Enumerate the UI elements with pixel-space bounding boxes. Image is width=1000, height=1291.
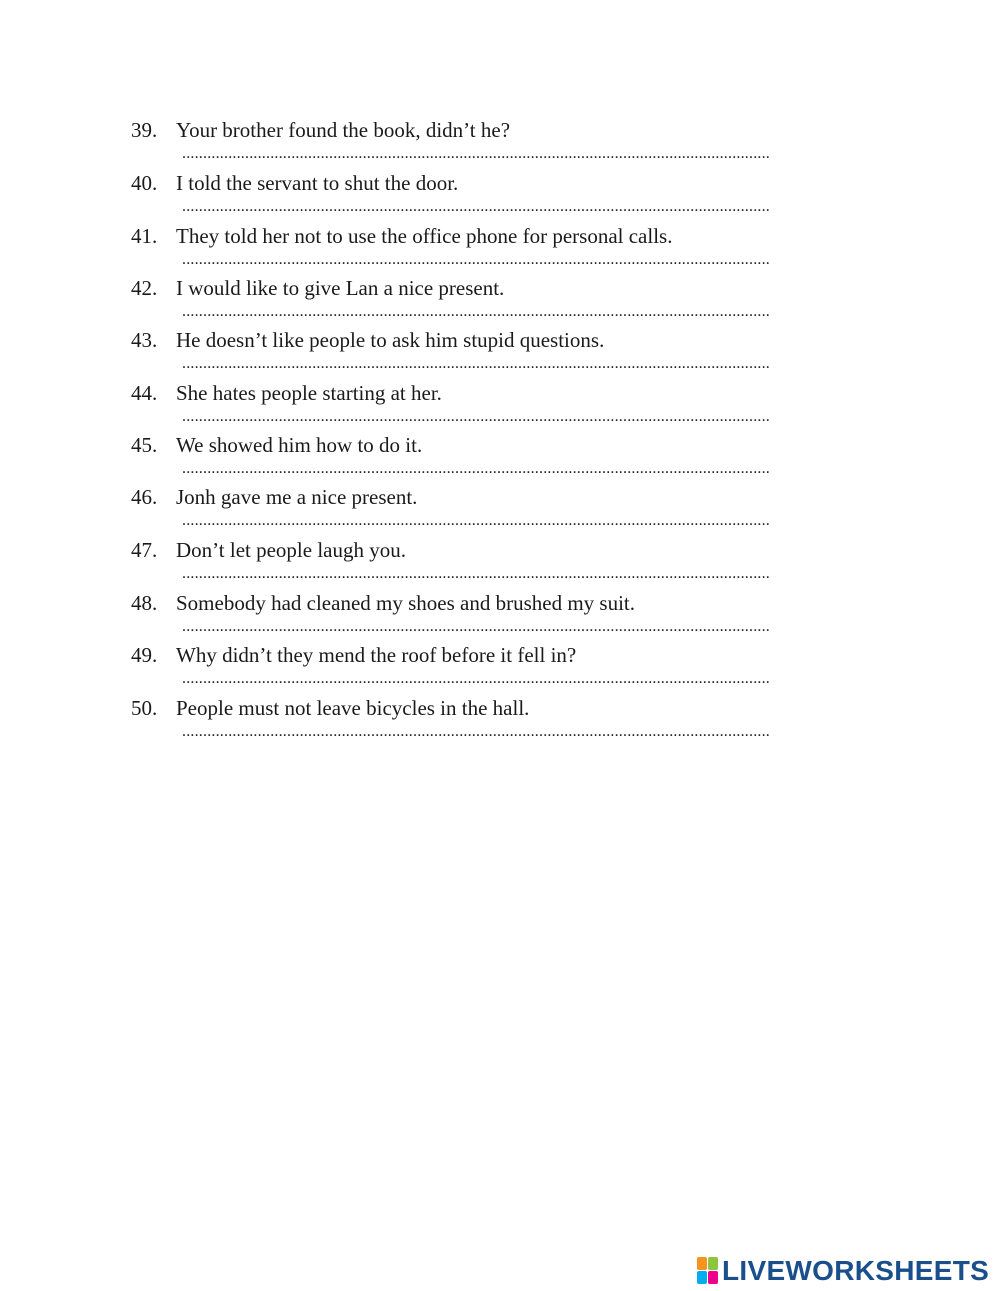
question-number: 50. bbox=[131, 696, 158, 720]
question-text: Don’t let people laugh you. bbox=[176, 538, 406, 562]
question-item bbox=[131, 695, 811, 747]
answer-line[interactable]: ............................................................................................................................................ bbox=[182, 303, 770, 320]
question-number: 46. bbox=[131, 485, 158, 509]
question-text: She hates people starting at her. bbox=[176, 381, 442, 405]
answer-line[interactable]: ............................................................................................................................................ bbox=[182, 618, 770, 635]
answer-line[interactable]: ............................................................................................................................................ bbox=[182, 198, 770, 215]
question-item bbox=[131, 117, 811, 169]
logo-block bbox=[697, 1271, 707, 1284]
liveworksheets-mark-icon bbox=[697, 1257, 719, 1285]
question-number: 48. bbox=[131, 591, 158, 615]
question-text: He doesn’t like people to ask him stupid questions. bbox=[176, 328, 605, 352]
question-item bbox=[131, 170, 811, 222]
question-item bbox=[131, 275, 811, 327]
question-item bbox=[131, 223, 811, 275]
question-number: 43. bbox=[131, 328, 158, 352]
logo-block bbox=[708, 1257, 718, 1270]
answer-line[interactable]: ............................................................................................................................................ bbox=[182, 355, 770, 372]
logo-block bbox=[697, 1257, 707, 1270]
question-number: 44. bbox=[131, 381, 158, 405]
answer-line[interactable]: ............................................................................................................................................ bbox=[182, 251, 770, 268]
question-text: We showed him how to do it. bbox=[176, 433, 423, 457]
answer-line[interactable]: ............................................................................................................................................ bbox=[182, 145, 770, 162]
answer-line[interactable]: ............................................................................................................................................ bbox=[182, 408, 770, 425]
question-number: 49. bbox=[131, 643, 158, 667]
question-item bbox=[131, 327, 811, 379]
answer-line[interactable]: ............................................................................................................................................ bbox=[182, 723, 770, 740]
question-text: Somebody had cleaned my shoes and brushed my suit. bbox=[176, 591, 636, 615]
answer-line[interactable]: ............................................................................................................................................ bbox=[182, 460, 770, 477]
question-text: People must not leave bicycles in the hall. bbox=[176, 696, 530, 720]
question-number: 41. bbox=[131, 224, 158, 248]
question-text: I told the servant to shut the door. bbox=[176, 171, 459, 195]
question-number: 47. bbox=[131, 538, 158, 562]
answer-line[interactable]: ............................................................................................................................................ bbox=[182, 512, 770, 529]
question-number: 42. bbox=[131, 276, 158, 300]
question-number: 39. bbox=[131, 118, 158, 142]
question-number: 45. bbox=[131, 433, 158, 457]
question-text: They told her not to use the office phone for personal calls. bbox=[176, 224, 673, 248]
question-number: 40. bbox=[131, 171, 158, 195]
question-item bbox=[131, 380, 811, 432]
question-item bbox=[131, 537, 811, 589]
question-item bbox=[131, 642, 811, 694]
logo-block bbox=[708, 1271, 718, 1284]
answer-line[interactable]: ............................................................................................................................................ bbox=[182, 565, 770, 582]
question-text: I would like to give Lan a nice present. bbox=[176, 276, 505, 300]
question-text: Your brother found the book, didn’t he? bbox=[176, 118, 511, 142]
question-text: Jonh gave me a nice present. bbox=[176, 485, 418, 509]
liveworksheets-logo bbox=[697, 1254, 989, 1288]
question-item bbox=[131, 484, 811, 536]
question-text: Why didn’t they mend the roof before it fell in? bbox=[176, 643, 577, 667]
answer-line[interactable]: ............................................................................................................................................ bbox=[182, 670, 770, 687]
logo-text: LIVEWORKSHEETS bbox=[722, 1255, 990, 1286]
question-item bbox=[131, 432, 811, 484]
question-item bbox=[131, 590, 811, 642]
